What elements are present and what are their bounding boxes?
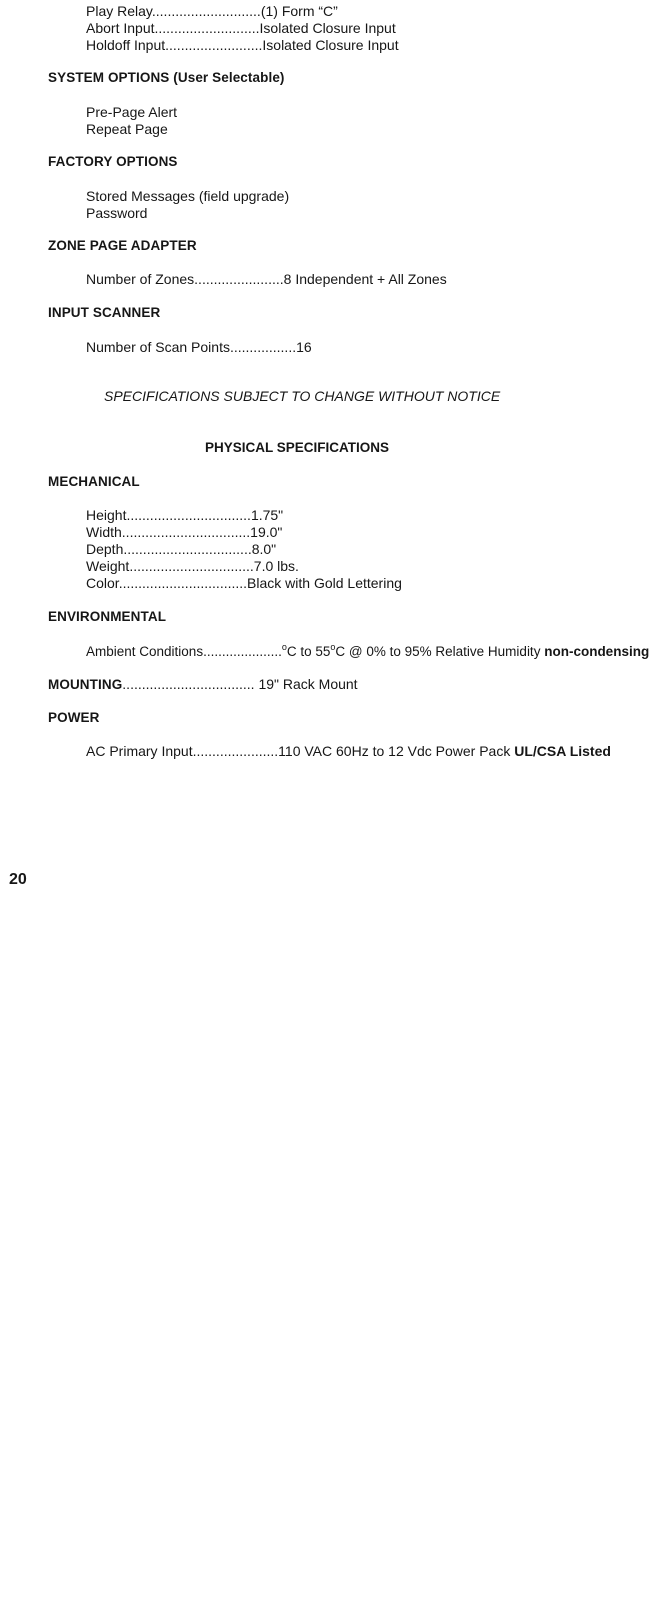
mounting-heading: MOUNTING xyxy=(48,677,123,692)
mounting-row xyxy=(48,676,358,693)
leader-dots: ................................. xyxy=(118,575,248,591)
ambient-conditions-row xyxy=(86,643,649,660)
spec-value: 19" Rack Mount xyxy=(258,676,358,692)
spec-label: Weight xyxy=(86,558,130,574)
leader-dots: ........................... xyxy=(154,20,260,36)
leader-dots: ...................... xyxy=(192,743,279,759)
spec-label: Color xyxy=(86,575,119,591)
system-option-item: Pre-Page Alert xyxy=(86,104,178,120)
width-row xyxy=(86,524,282,541)
spec-value: 16 xyxy=(296,339,312,355)
spec-label: Ambient Conditions xyxy=(86,644,204,659)
spec-value: (1) Form “C” xyxy=(260,3,338,19)
leader-dots: ............................ xyxy=(151,3,261,19)
ac-primary-input-row xyxy=(86,743,611,760)
power-heading: POWER xyxy=(48,710,100,725)
weight-row xyxy=(86,558,299,575)
spec-label: Play Relay xyxy=(86,3,152,19)
spec-label: Holdoff Input xyxy=(86,37,166,53)
system-option-item: Repeat Page xyxy=(86,121,168,137)
degree-icon: o xyxy=(330,642,336,652)
spec-value: 1.75" xyxy=(250,507,284,523)
scan-points-row xyxy=(86,339,312,356)
spec-label: Abort Input xyxy=(86,20,155,36)
spec-value: 110 VAC 60Hz to 12 Vdc Power Pack xyxy=(278,743,511,759)
leader-dots: ................................ xyxy=(126,507,251,523)
spec-value-emphasis: non-condensing xyxy=(544,644,650,659)
spec-value: 8.0" xyxy=(251,541,277,557)
change-notice: SPECIFICATIONS SUBJECT TO CHANGE WITHOUT NOTICE xyxy=(104,388,501,404)
spec-value: Isolated Closure Input xyxy=(259,20,396,36)
leader-dots: ................................. xyxy=(123,541,252,557)
spec-label: Depth xyxy=(86,541,124,557)
factory-options-heading: FACTORY OPTIONS xyxy=(48,154,178,169)
leader-dots: ..................... xyxy=(203,644,282,659)
spec-value: Isolated Closure Input xyxy=(262,37,399,53)
leader-dots: ................................ xyxy=(129,558,254,574)
mechanical-heading: MECHANICAL xyxy=(48,474,140,489)
leader-dots: .................................. xyxy=(122,676,255,692)
spec-label: Number of Scan Points xyxy=(86,339,230,355)
leader-dots: ................. xyxy=(229,339,297,355)
spec-label: Number of Zones xyxy=(86,271,195,287)
input-scanner-heading: INPUT SCANNER xyxy=(48,305,161,320)
page-number: 20 xyxy=(9,871,27,888)
spec-value: C @ 0% to 95% Relative Humidity xyxy=(335,644,541,659)
play-relay-row xyxy=(86,3,338,20)
factory-option-item: Stored Messages (field upgrade) xyxy=(86,188,290,204)
leader-dots: ................................. xyxy=(121,524,251,540)
environmental-heading: ENVIRONMENTAL xyxy=(48,609,167,624)
depth-row xyxy=(86,541,276,558)
spec-value: 7.0 lbs. xyxy=(253,558,299,574)
leader-dots: ....................... xyxy=(194,271,284,287)
zone-page-adapter-heading: ZONE PAGE ADAPTER xyxy=(48,238,197,253)
spec-value-emphasis: UL/CSA Listed xyxy=(514,743,611,759)
color-row xyxy=(86,575,402,592)
factory-option-item: Password xyxy=(86,205,148,221)
spec-value: Black with Gold Lettering xyxy=(247,575,402,591)
physical-specifications-heading: PHYSICAL SPECIFICATIONS xyxy=(205,440,390,455)
spec-value: 8 Independent + All Zones xyxy=(283,271,447,287)
system-options-heading: SYSTEM OPTIONS (User Selectable) xyxy=(48,70,285,85)
spec-label: Height xyxy=(86,507,127,523)
leader-dots: ......................... xyxy=(165,37,263,53)
holdoff-input-row xyxy=(86,37,399,54)
degree-icon: o xyxy=(281,642,287,652)
spec-value: 19.0" xyxy=(250,524,283,540)
spec-value: C to 55 xyxy=(286,644,331,659)
spec-label: AC Primary Input xyxy=(86,743,193,759)
number-of-zones-row xyxy=(86,271,447,288)
spec-label: Width xyxy=(86,524,122,540)
abort-input-row xyxy=(86,20,396,37)
height-row xyxy=(86,507,283,524)
